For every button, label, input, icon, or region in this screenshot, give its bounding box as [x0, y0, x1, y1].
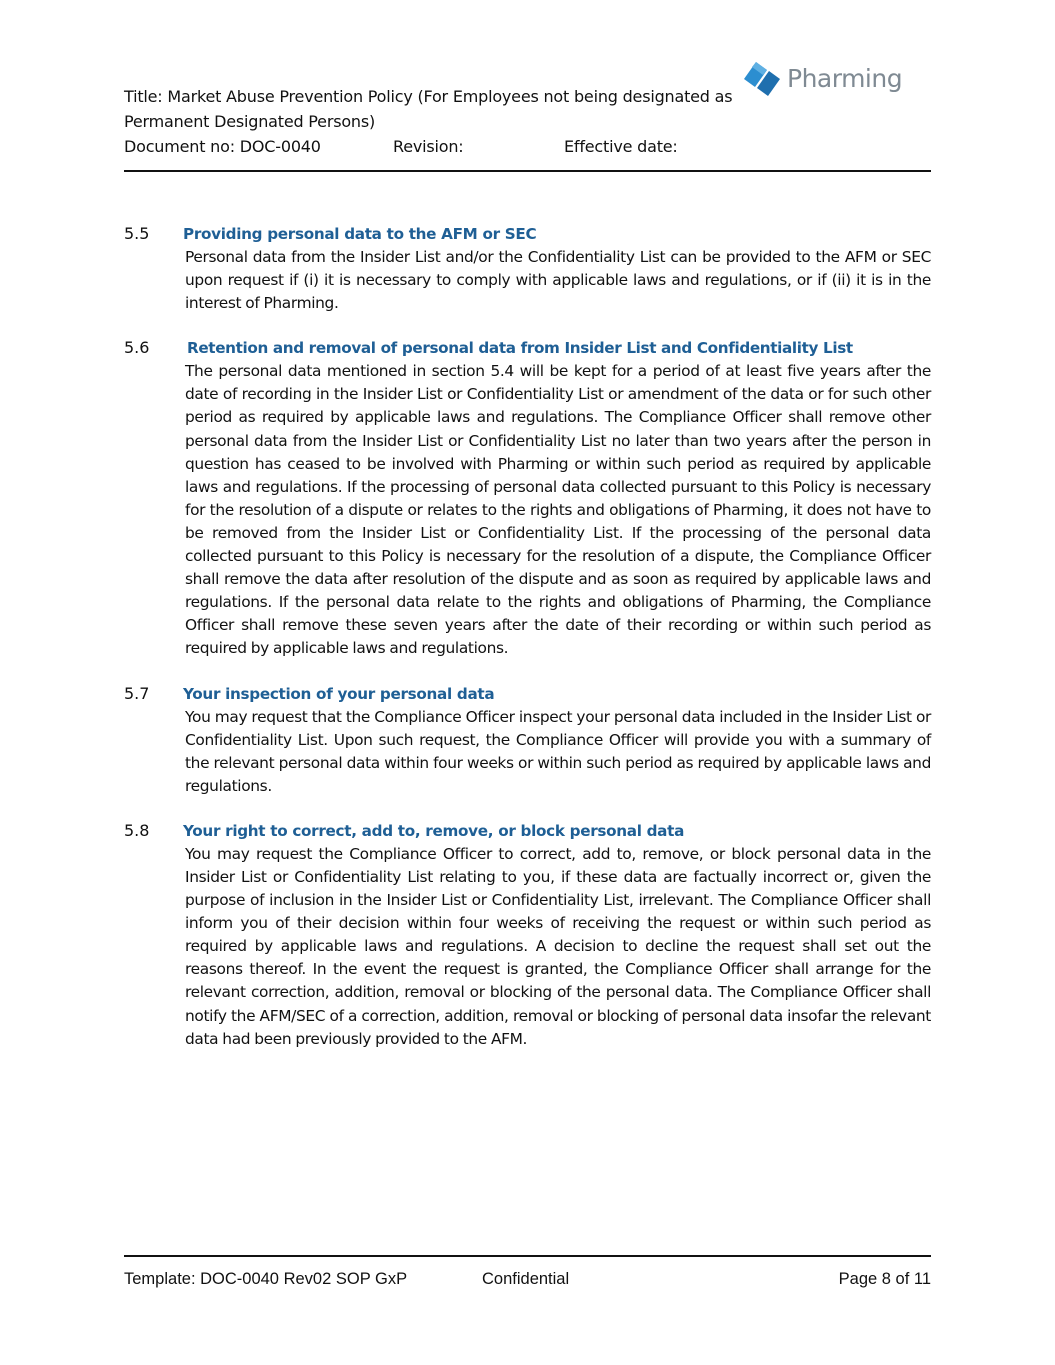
footer-page-number: Page 8 of 11: [838, 1270, 931, 1288]
section-paragraph: You may request that the Compliance Officer inspect your personal data included in the Insider List or Confidentiality List. Upon such request, the Compliance Officer will provide you with a summary of the relevant personal data within four weeks or within such period as required by applicable laws and regulations.: [185, 707, 931, 795]
section-title: Retention and removal of personal data from Insider List and Confidentiality List: [187, 339, 853, 358]
section-number: 5.8: [124, 820, 150, 840]
section-5-7: [124, 682, 931, 798]
section-number: 5.6: [124, 338, 150, 358]
header-divider: [124, 170, 931, 172]
section-heading: [124, 222, 931, 246]
section-5-5: [124, 222, 931, 315]
section-number: 5.7: [124, 683, 150, 703]
section-number: 5.5: [124, 224, 150, 243]
document-meta: [124, 134, 931, 159]
footer-template: Template: DOC-0040 Rev02 SOP GxP: [124, 1270, 408, 1288]
section-paragraph: You may request the Compliance Officer to correct, add to, remove, or block personal data in the Insider List or Confidentiality List relating to you, if these data are factually incorrect or, given the purpose of inclusion in the Insider List or Confidentiality List, irrelevant. The Compliance Officer shall inform you of their decision within four weeks of receiving the request or within such period as required by applicable laws and regulations. A decision to decline the request shall set out the reasons thereof. In the event the request is granted, the Compliance Officer shall arrange for the relevant correction, addition, removal or blocking of the personal data. The Compliance Officer shall notify the AFM/SEC of a correction, addition, removal or blocking of personal data insofar the relevant data had been previously provided to the AFM.: [185, 844, 931, 1048]
document-number: Document no: DOC-0040: [124, 137, 321, 156]
pharming-logo-icon: [743, 60, 781, 98]
section-title: Providing personal data to the AFM or SEC: [183, 225, 537, 243]
section-paragraph: Personal data from the Insider List and/or the Confidentiality List can be provided to the AFM or SEC upon request if (i) it is necessary to comply with applicable laws and regulations, or if (ii) it is in the interest of Pharming.: [185, 248, 931, 313]
document-footer: [124, 1268, 931, 1290]
section-5-6: [124, 336, 931, 660]
section-paragraph: The personal data mentioned in section 5.4 will be kept for a period of at least five years after the date of recording in the Insider List or Confidentiality List or amendment of the data or for such other period as required by applicable laws and regulations. The Compliance Officer shall remove other personal data from the Insider List or Confidentiality List no later than two years after the person in question has ceased to be involved with Pharming or within such period as required by applicable laws and regulations. If the processing of personal data collected pursuant to this Policy is necessary for the resolution of a dispute or relates to the rights and obligations of Pharming, it does not have to be removed from the Insider List or Confidentiality List. If the processing of the personal data collected pursuant to this Policy is necessary for the resolution of a dispute, the Compliance Officer shall remove the data after resolution of the dispute and as soon as required by applicable laws and regulations. If the personal data relate to the rights and obligations of Pharming, the Compliance Officer shall remove these seven years after the date of their recording or within such period as required by applicable laws and regulations.: [185, 362, 931, 658]
section-heading: [124, 682, 931, 706]
document-body: [124, 222, 931, 1072]
footer-confidential: Confidential: [482, 1270, 570, 1288]
section-5-8: [124, 819, 931, 1051]
section-heading: [124, 819, 931, 843]
section-heading: [124, 336, 931, 360]
pharming-logo-text: Pharming: [787, 64, 903, 93]
effective-date-label: Effective date:: [564, 137, 678, 156]
footer-divider: [124, 1255, 931, 1257]
pharming-logo: [743, 60, 903, 100]
section-title: Your inspection of your personal data: [183, 684, 495, 703]
revision-label: Revision:: [393, 137, 464, 156]
section-title: Your right to correct, add to, remove, or block personal data: [183, 821, 685, 840]
document-title: Title: Market Abuse Prevention Policy (For Employees not being designated as Permanent Designated Persons): [124, 87, 733, 131]
